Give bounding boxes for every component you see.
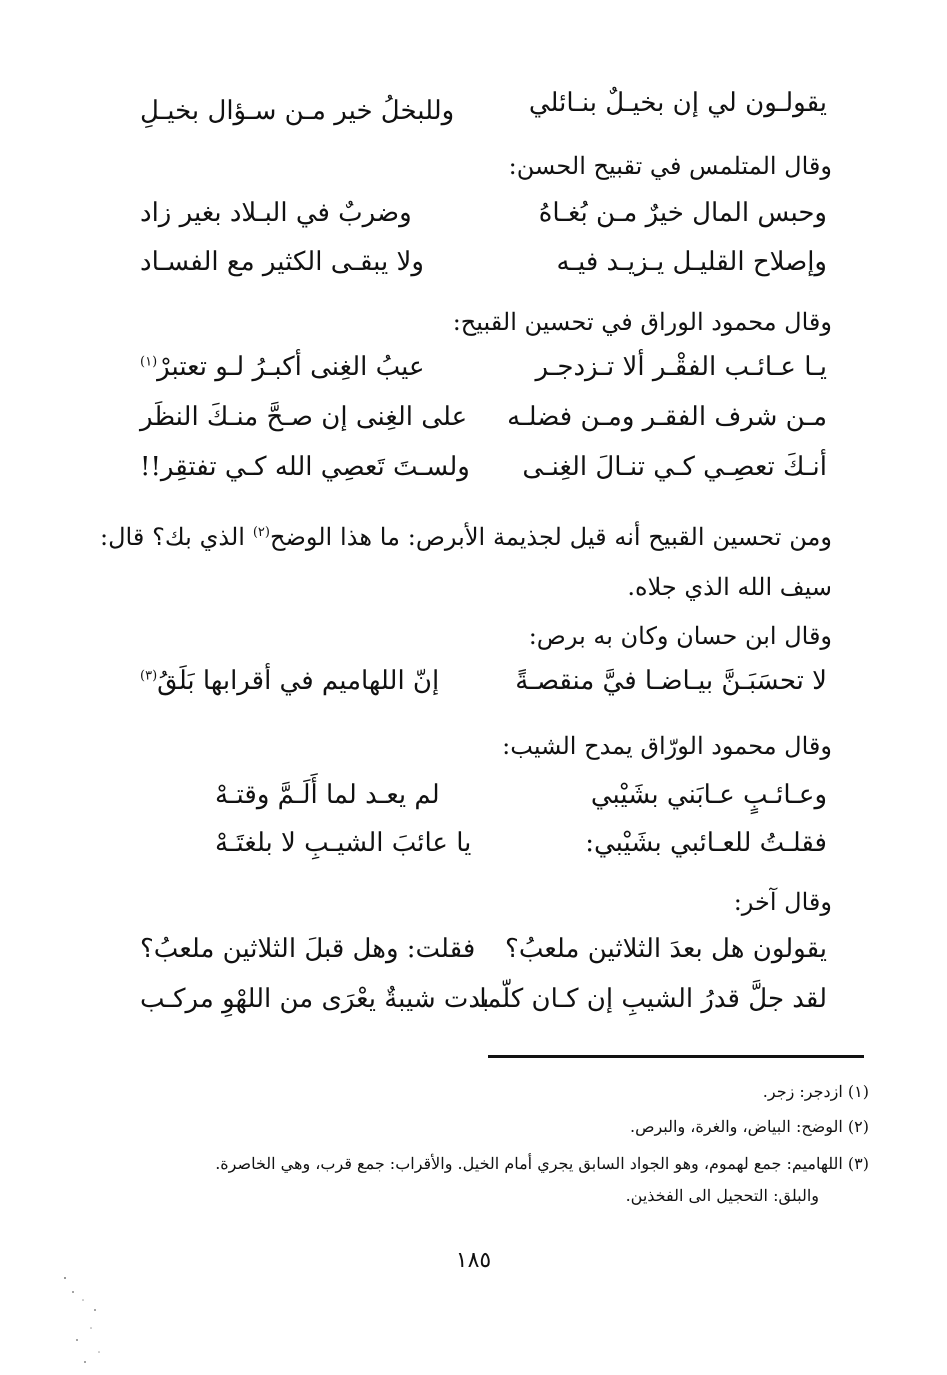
verse-2-first-hemistich: وحبس المال خيرٌ مـن بُغـاهُ — [538, 198, 827, 228]
verse-10-second-hemistich: فقلت: وهل قبلَ الثلاثين ملعبُ؟ — [140, 934, 476, 964]
intro-warraq-1: وقال محمود الوراق في تحسين القبيح: — [452, 308, 832, 336]
verse-1-second-hemistich: وللبخلُ خير مـن سـؤال بخيـلِ — [140, 96, 455, 126]
footnote-3-line-2: والبلق: التحجيل الى الفخذين. — [625, 1186, 819, 1205]
footnote-mark-1: (١) — [140, 354, 158, 370]
verse-6-second-hemistich: ولسـتَ تَعصِي الله كـي تفتقِر!! — [140, 452, 470, 482]
intro-another: وقال آخر: — [733, 888, 832, 916]
verse-8-second-hemistich: لم يعـد لما أَلَـمَّ وقتـهْ — [215, 780, 440, 810]
verse-3-first-hemistich: وإصلاح القليـل يـزيـد فيـه — [556, 247, 827, 277]
prose-paragraph: ومن تحسين القبيح أنه قيل لجذيمة الأبرص: ما هذا الوضح$^{(٢)}$ الذي بك؟ قال: سيف الله الذي جلاه. — [100, 523, 832, 601]
verse-7-first-hemistich: لا تحسَبَـنَّ بيـاضـا فيَّ منقصـةً — [515, 666, 827, 696]
verse-8-first-hemistich: وعـائـبٍ عـابَني بشَيْبي — [590, 780, 827, 810]
verse-9-first-hemistich: فقلـتُ للعـائبي بشَيْبي: — [585, 828, 827, 858]
verse-6-first-hemistich: أنـكَ تعصِـي كـي تنـالَ الغِنـى — [522, 452, 827, 482]
footnote-mark-3: (٣) — [140, 668, 158, 684]
footnote-2: (٢) الوضح: البياض، والغرة، والبرص. — [630, 1117, 869, 1136]
page-number: ١٨٥ — [455, 1248, 492, 1273]
verse-4-second-hemistich: عيبُ الغِنى أكبـرُ لـو تعتبرْ$^{(١)}$ — [140, 352, 425, 382]
footnote-divider — [488, 1055, 864, 1058]
footnote-3-line-1: (٣) اللهاميم: جمع لهموم، وهو الجواد السابق يجري أمام الخيل. والأقراب: جمع قرب، وهي الخاصرة. — [215, 1154, 869, 1173]
verse-2-second-hemistich: وضربٌ في البـلاد بغير زاد — [140, 198, 412, 228]
verse-3-second-hemistich: ولا يبقـى الكثير مع الفسـاد — [140, 247, 424, 277]
intro-mutalammis: وقال المتلمس في تقبيح الحسن: — [508, 152, 832, 180]
verse-4-first-hemistich: يـا عـائـب الفقْـر ألا تـزدجـر — [535, 352, 827, 382]
intro-warraq-2: وقال محمود الورّاق يمدح الشيب: — [502, 732, 832, 760]
verse-9-second-hemistich: يا عائبَ الشيـبِ لا بلغتَـهْ — [215, 828, 472, 858]
footnote-mark-2: (٢) — [252, 525, 270, 540]
verse-1-first-hemistich: يقولـون لي إن بخيـلٌ بنـائلي — [528, 88, 827, 118]
verse-7-second-hemistich: إنّ اللهاميم في أقرابها بَلَقُ$^{(٣)}$ — [140, 666, 440, 696]
footnote-1: (١) ازدجر: زجر. — [762, 1082, 869, 1101]
intro-ibn-hassan: وقال ابن حسان وكان به برص: — [528, 622, 832, 650]
verse-5-first-hemistich: مـن شرف الفقـر ومـن فضلـه — [507, 402, 827, 432]
scan-speckles — [55, 1270, 115, 1370]
verse-11-first-hemistich: لقد جلَّ قدرُ الشيبِ إن كـان كلّما — [479, 984, 827, 1014]
verse-5-second-hemistich: على الغِنى إن صـحَّ منـكَ النظَر — [140, 402, 468, 432]
verse-11-second-hemistich: بدت شيبةٌ يعْرَى من اللهْوِ مركـب — [140, 984, 490, 1014]
verse-10-first-hemistich: يقولون هل بعدَ الثلاثين ملعبُ؟ — [505, 934, 827, 964]
